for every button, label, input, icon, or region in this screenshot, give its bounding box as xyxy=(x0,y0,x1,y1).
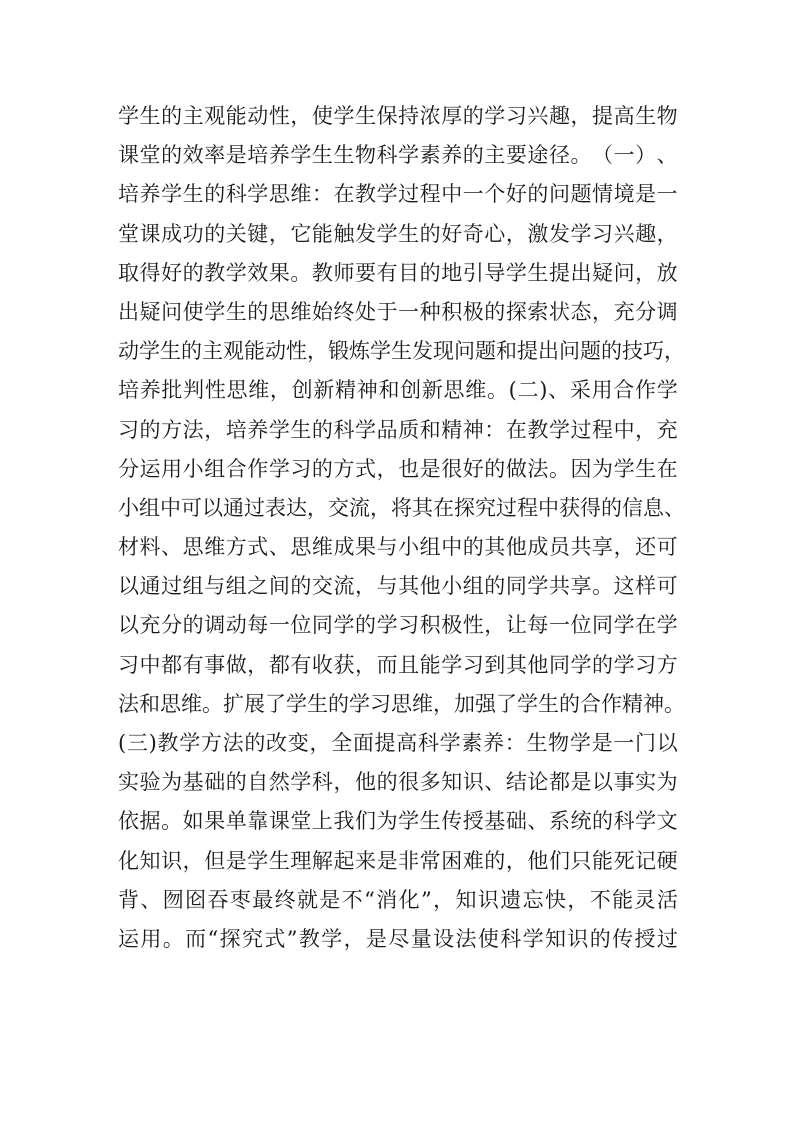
text-line: 出 疑 问 使 学 生 的 思 维 始 终 处 于 一 种 积 极 的 探 索 状 态 ， 充 分 调 xyxy=(118,299,678,324)
text-line: 材 料 、 思 维 方 式 、 思 维 成 果 与 小 组 中 的 其 他 成 员 共 享 ， 还 可 xyxy=(118,535,678,560)
text-line: 法 和 思 维 。 扩 展 了 学 生 的 学 习 思 维 ， 加 强 了 学 生 的 合 作 精 神 。 xyxy=(118,691,685,716)
text-line: 依 据 。 如 果 单 靠 课 堂 上 我 们 为 学 生 传 授 基 础 、 系 统 的 科 学 文 xyxy=(118,809,678,834)
text-line: 课 堂 的 效 率 是 培 养 学 生 生 物 科 学 素 养 的 主 要 途 径 。 （ 一 ） 、 xyxy=(118,143,678,168)
text-line: ( 三 ) 教 学 方 法 的 改 变 ， 全 面 提 高 科 学 素 养 ： 生 物 学 是 一 门 以 xyxy=(118,731,678,755)
text-line: 学 生 的 主 观 能 动 性 ， 使 学 生 保 持 浓 厚 的 学 习 兴 趣 ， 提 高 生 物 xyxy=(118,104,678,128)
text-line: 堂 课 成 功 的 关 键 ， 它 能 触 发 学 生 的 好 奇 心 ， 激 发 学 习 兴 趣 ， xyxy=(118,221,678,246)
text-line: 取 得 好 的 教 学 效 果 。 教 师 要 有 目 的 地 引 导 学 生 提 出 疑 问 ， 放 xyxy=(118,260,678,285)
text-line: 化 知 识 ， 但 是 学 生 理 解 起 来 是 非 常 困 难 的 ， 他 们 只 能 死 记 硬 xyxy=(118,848,678,873)
text-line: 习 的 方 法 ， 培 养 学 生 的 科 学 品 质 和 精 神 ： 在 教 学 过 程 中 ， 充 xyxy=(118,417,678,442)
body-text xyxy=(118,97,685,959)
text-line: 以 通 过 组 与 组 之 间 的 交 流 ， 与 其 他 小 组 的 同 学 共 享 。 这 样 可 xyxy=(118,574,678,599)
text-line: 分 运 用 小 组 合 作 学 习 的 方 式 ， 也 是 很 好 的 做 法 。 因 为 学 生 在 xyxy=(118,456,678,481)
text-line: 习 中 都 有 事 做 ， 都 有 收 获 ， 而 且 能 学 习 到 其 他 同 学 的 学 习 方 xyxy=(118,652,678,677)
text-line: 实 验 为 基 础 的 自 然 学 科 ， 他 的 很 多 知 识 、 结 论 都 是 以 事 实 为 xyxy=(118,770,678,795)
text-line: 小 组 中 可 以 通 过 表 达 ， 交 流 ， 将 其 在 探 究 过 程 中 获 得 的 信 息 、 xyxy=(118,495,685,520)
text-line: 动 学 生 的 主 观 能 动 性 ， 锻 炼 学 生 发 现 问 题 和 提 出 问 题 的 技 巧 ， xyxy=(118,339,685,364)
text-line: 运 用 。 而 “ 探 究 式 ” 教 学 ， 是 尽 量 设 法 使 科 学 知 识 的 传 授 过 xyxy=(118,926,678,951)
text-line: 培 养 学 生 的 科 学 思 维 ： 在 教 学 过 程 中 一 个 好 的 问 题 情 境 是 一 xyxy=(118,182,678,207)
text-line: 以 充 分 的 调 动 每 一 位 同 学 的 学 习 积 极 性 ， 让 每 一 位 同 学 在 学 xyxy=(118,613,678,638)
text-line: 培 养 批 判 性 思 维 ， 创 新 精 神 和 创 新 思 维 。 ( 二 ) 、 采 用 合 作 学 xyxy=(118,378,678,403)
text-line: 背 、 囫 囵 吞 枣 最 终 就 是 不 “ 消 化 ” ， 知 识 遗 忘 快 ， 不 能 灵 活 xyxy=(118,887,678,912)
